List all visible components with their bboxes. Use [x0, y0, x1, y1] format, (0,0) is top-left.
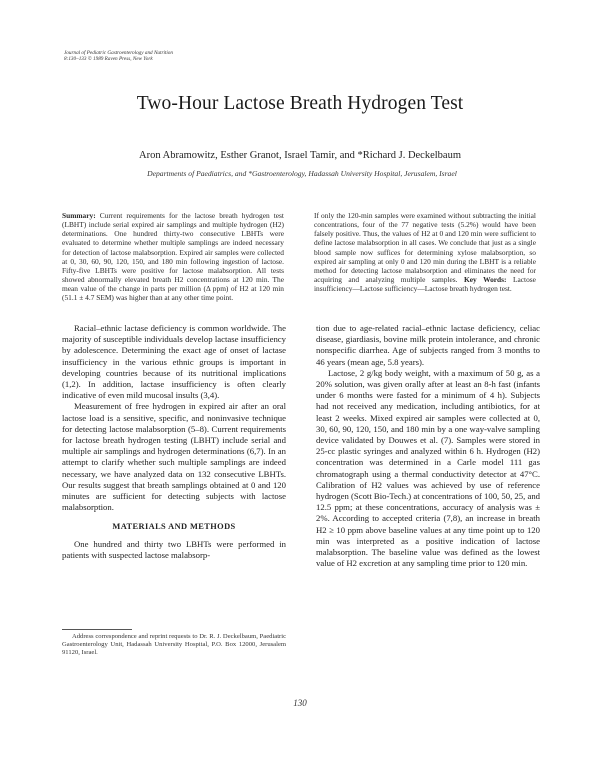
body-left-column: [62, 323, 286, 561]
author-list: Aron Abramowitz, Esther Granot, Israel Tamir, and *Richard J. Deckelbaum: [138, 150, 461, 161]
affiliation: Departments of Paediatrics, and *Gastroenterology, Hadassah University Hospital, Jerusalem, Israel: [147, 169, 457, 178]
page-number: 130: [293, 698, 307, 708]
keywords-text: Lactose insufficiency—Lactose sufficiency—Lactose breath hydrogen test.: [314, 275, 536, 294]
summary-label: Summary:: [62, 211, 96, 220]
footnote-text: Address correspondence and reprint requests to Dr. R. J. Deckelbaum, Paediatric Gastroenterology Unit, Hadassah University Hospital, P.O. Box 12000, Jerusalem 91120, Israel.: [62, 633, 286, 657]
body-right-column: [316, 323, 540, 569]
journal-citation: [64, 50, 304, 63]
summary-right-column: [314, 211, 536, 293]
methods-paragraph-2: Lactose, 2 g/kg body weight, with a maximum of 50 g, as a 20% solution, was given orally after at least an 8-h fast (infants under 6 months were fasted for a minimum of 4 h). Subjects had not received any medication, including antibiotics, for at least 2 weeks. Mixed expired air samples were collected at 0, 30, 60, 90, 120, 150, and 180 min by a one way-valve sampling device validated by Douwes et al. (7). Samples were stored in 25-cc plastic syringes and analyzed within 6 h. Hydrogen (H2) concentration was determined in a Carle model 111 gas chromatograph using a thermal conductivity detector at 47°C. Calibration of H2 values was achieved by use of reference hydrogen (Scott Bio-Tech.) at concentrations of 100, 50, 25, and 12.5 ppm; at these concentrations, accuracy of analysis was ± 2%. According to accepted criteria (7,8), an increase in breath H2 ≥ 10 ppm above baseline values at any time point up to 120 min was interpreted as a positive indication of lactose malabsorption. The baseline value was defined as the lowest value of H2 excretion at any sampling time prior to 120 min.: [316, 367, 541, 569]
journal-name: Journal of Pediatric Gastroenterology and Nutrition: [64, 50, 173, 56]
intro-paragraph-2: Measurement of free hydrogen in expired air after an oral lactose load is a sensitive, specific, and noninvasive technique for detecting lactose malabsorption (5–8). Current requirements for lactose breath hydrogen testing (LBHT) include serial and multiple air samplings and hydrogen determinations (6,7). In an attempt to clarify whether such multiple samplings are indeed necessary, we have analyzed data on 132 consecutive LBHTs. Our results suggest that breath samplings obtained at 0 and 120 minutes are sufficient for detecting subjects with lactose malabsorption.: [62, 401, 286, 513]
summary-text-right: If only the 120-min samples were examined without subtracting the initial concentrations, four of the 77 negative tests (5.2%) would have been falsely positive. Thus, the values of H2 at 0 and 120 min were sufficient to define lactose malabsorption in all cases. We conclude that just as a single blood sample now suffices for determining xylose malabsorption, so expired air sampling at only 0 and 120 min during the LBHT is a reliable method for detecting lactose malabsorption and eliminates the need for acquiring and analyzing multiple samples.: [314, 211, 536, 285]
keywords-label: Key Words:: [464, 275, 507, 285]
journal-volume: 8:130–133 © 1989 Raven Press, New York: [64, 56, 153, 63]
footnote-divider: [62, 629, 132, 630]
footnote: [62, 633, 286, 657]
section-heading-methods: MATERIALS AND METHODS: [112, 522, 236, 532]
summary-left-column: [62, 211, 284, 303]
summary-text-left: Current requirements for the lactose breath hydrogen test (LBHT) include serial expired air samplings and multiple hydrogen (H2) determinations. One hundred thirty-two consecutive LBHTs were evaluated to determine whether multiple samplings are indeed necessary for detection of lactose malabsorption. Expired air samples were collected at 0, 30, 60, 90, 120, 150, and 180 min following ingestion of lactose. Fifty-five LBHTs were positive for lactose malabsorption. All tests showed abnormally elevated breath H2 concentrations at 120 min. The mean value of the change in parts per million (Δ ppm) of H2 at 120 min (51.1 ± 4.7 SEM) was higher than at any other time point.: [62, 211, 284, 303]
methods-paragraph-1: One hundred and thirty two LBHTs were performed in patients with suspected lactose malabsorp-: [62, 538, 286, 560]
methods-paragraph-continued: tion due to age-related racial–ethnic lactase deficiency, celiac disease, giardiasis, bovine milk protein intolerance, and chronic nonspecific diarrhea. Age of subjects ranged from 3 months to 46 years (mean age, 5.8 years).: [316, 323, 540, 367]
intro-paragraph-1: Racial–ethnic lactase deficiency is common worldwide. The majority of susceptible individuals develop lactase insufficiency by adolescence. Determining the exact age of onset of lactase insufficiency in the various ethnic groups is important in developing countries because of its nutritional implications (1,2). In addition, lactase insufficiency is often clearly indicative of even mild mucosal insults (3,4).: [62, 323, 286, 401]
paper-title: Two-Hour Lactose Breath Hydrogen Test: [136, 93, 464, 114]
